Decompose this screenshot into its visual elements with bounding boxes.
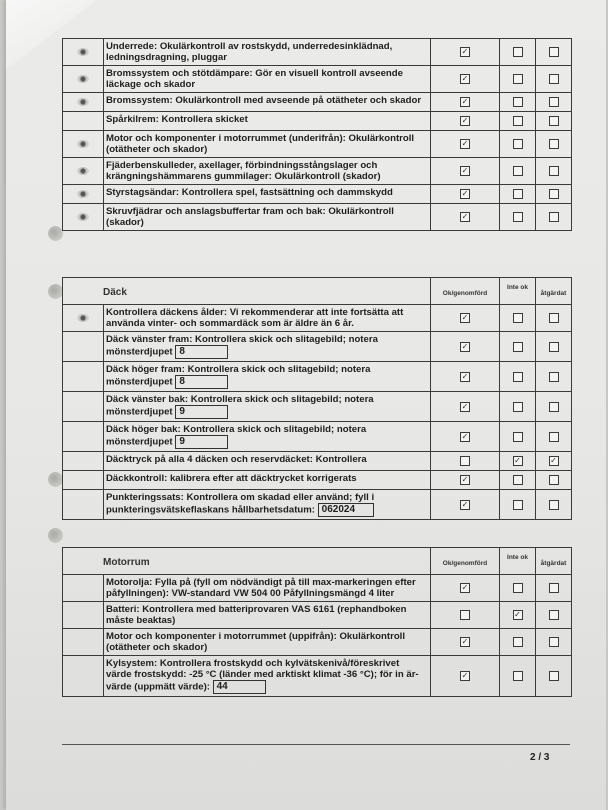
value-field[interactable]: 9 [175,435,228,449]
checkbox-inte-ok[interactable] [513,74,523,84]
table-row [63,656,571,696]
checkbox-inte-ok[interactable] [513,212,523,222]
check-cell [499,422,535,451]
eye-icon [77,98,89,106]
checkbox-ok[interactable] [460,116,470,126]
check-cell [499,490,535,519]
checkbox-ok[interactable] [460,97,470,107]
row-gutter [63,452,104,470]
row-text: Skruvfjädrar och anslagsbuffertar fram och bak: Okulärkontroll (skador) [106,206,394,228]
section-underrede [62,38,572,231]
table-row [63,452,571,471]
section-motorrum [62,547,572,697]
check-cell [499,305,535,331]
row-text: Bromssystem och stötdämpare: Gör en visuell kontroll avseende läckage och skador [106,68,403,90]
row-label [104,204,430,230]
checkbox-atgardat[interactable] [549,189,559,199]
checkbox-ok[interactable] [460,500,470,510]
check-cell [430,332,499,361]
checkbox-ok[interactable] [460,671,470,681]
check-cell [499,158,535,184]
check-icon: ✓ [461,139,469,148]
check-cell [535,629,571,655]
check-icon: ✓ [461,97,469,106]
row-gutter [63,629,104,655]
checkbox-inte-ok[interactable] [513,313,523,323]
check-icon: ✓ [461,499,469,509]
row-label [104,602,430,628]
check-cell [430,185,499,203]
row-gutter [63,112,104,130]
checkbox-ok[interactable] [460,610,470,620]
section-header [63,548,571,575]
check-cell [499,66,535,92]
table-row [63,332,571,362]
checkbox-ok[interactable] [460,189,470,199]
table-row [63,575,571,602]
checkbox-ok[interactable] [460,372,470,382]
row-text: Motor och komponenter i motorrummet (uppifrån): Okulärkontroll (otätheter och skador) [106,631,406,653]
checkbox-ok[interactable] [460,74,470,84]
check-cell [499,93,535,111]
table-row [63,422,571,452]
eye-icon [77,140,89,148]
row-label [104,66,430,92]
check-cell [430,112,499,130]
eye-icon [77,213,89,221]
check-icon: ✓ [461,475,469,484]
checkbox-ok[interactable] [460,342,470,352]
row-text: Däcktryck på alla 4 däcken och reservdäcket: Kontrollera [106,454,367,465]
table-row [63,602,571,629]
checkbox-ok[interactable] [460,212,470,222]
check-cell [499,39,535,65]
check-cell [430,93,499,111]
check-cell [499,602,535,628]
table-row [63,158,571,185]
checkbox-inte-ok[interactable] [513,500,523,510]
check-icon: ✓ [461,212,469,221]
checkbox-ok[interactable] [460,166,470,176]
checkbox-atgardat[interactable] [549,139,559,149]
checkbox-inte-ok[interactable] [513,583,523,593]
checkbox-inte-ok[interactable] [513,637,523,647]
checkbox-ok[interactable] [460,432,470,442]
row-gutter [63,204,104,230]
check-cell [535,93,571,111]
row-label [104,93,430,111]
check-cell [535,204,571,230]
check-cell [535,305,571,331]
row-label [104,158,430,184]
checkbox-atgardat[interactable] [549,583,559,593]
check-cell [430,602,499,628]
value-field[interactable]: 8 [175,345,228,359]
row-label [104,131,430,157]
row-label [104,490,430,519]
check-cell [430,656,499,696]
checkbox-inte-ok[interactable] [513,372,523,382]
check-cell [499,656,535,696]
table-row [63,305,571,332]
section-dack [62,277,572,520]
section-title: Motorrum [103,557,150,568]
checkbox-atgardat[interactable] [549,116,559,126]
check-cell [535,332,571,361]
table-row [63,392,571,422]
row-gutter [63,332,104,361]
row-gutter [63,656,104,696]
section-header [63,278,571,305]
checkbox-inte-ok[interactable] [513,47,523,57]
check-icon: ✓ [461,583,469,592]
checkbox-atgardat[interactable] [549,97,559,107]
check-cell [499,575,535,601]
row-text: Styrstagsändar: Kontrollera spel, fastsättning och dammskydd [106,187,393,198]
eye-icon [77,48,89,56]
check-cell [535,112,571,130]
punch-hole [48,226,63,241]
row-text: Däck vänster fram: Kontrollera skick och slitagebild; notera mönsterdjupet [106,334,378,358]
checkbox-atgardat[interactable] [549,432,559,442]
check-cell [430,392,499,421]
check-cell [535,471,571,489]
col-atgardat-header: åtgärdat [535,548,571,574]
check-cell [499,332,535,361]
checkbox-inte-ok[interactable] [513,166,523,176]
check-cell [535,602,571,628]
check-cell [535,185,571,203]
row-gutter [63,471,104,489]
check-cell [535,656,571,696]
checkbox-inte-ok[interactable] [513,116,523,126]
row-gutter [63,66,104,92]
row-label [104,332,430,361]
row-gutter [63,362,104,391]
check-icon: ✓ [461,166,469,175]
checkbox-inte-ok[interactable] [513,189,523,199]
checkbox-ok[interactable] [460,475,470,485]
row-text: Kontrollera däckens ålder: Vi rekommenderar att inte fortsätta att använda vinter- och sommardäck som är äldre än 6 år. [106,307,404,329]
check-cell [430,422,499,451]
checkbox-atgardat[interactable] [549,372,559,382]
row-label [104,39,430,65]
row-gutter [63,392,104,421]
checkbox-inte-ok[interactable] [513,475,523,485]
checkbox-ok[interactable] [460,47,470,57]
checkbox-atgardat[interactable] [549,313,559,323]
col-inte-header: Inte ok [499,548,535,574]
check-icon: ✓ [461,189,469,198]
row-label [104,629,430,655]
footer-line [62,744,570,745]
col-inte-header: Inte ok [499,278,535,304]
check-cell [535,158,571,184]
row-label [104,575,430,601]
row-text: Motor och komponenter i motorrummet (underifrån): Okulärkontroll (otätheter och skador) [106,133,415,155]
checkbox-inte-ok[interactable] [513,610,523,620]
row-label [104,362,430,391]
row-text: Punkteringssats: Kontrollera om skadad eller använd; fyll i punkteringsvätskeflaskans hållbarhetsdatum: [106,492,375,516]
table-row [63,362,571,392]
check-cell [430,362,499,391]
checkbox-ok[interactable] [460,583,470,593]
check-cell [535,392,571,421]
checkbox-atgardat[interactable] [549,610,559,620]
row-gutter [63,158,104,184]
col-ok-header: Ok/genomförd [430,548,499,574]
check-cell [430,39,499,65]
punch-hole [48,284,63,299]
row-gutter [63,93,104,111]
punch-hole [48,528,63,543]
check-icon: ✓ [461,371,469,381]
checkbox-atgardat[interactable] [549,166,559,176]
check-cell [535,422,571,451]
checkbox-atgardat[interactable] [549,342,559,352]
check-icon: ✓ [461,116,469,125]
section-title: Däck [103,287,127,298]
row-text: Däck höger fram: Kontrollera skick och slitagebild; notera mönsterdjupet [106,364,371,388]
checkbox-inte-ok[interactable] [513,139,523,149]
row-gutter [63,490,104,519]
check-icon: ✓ [550,456,557,465]
row-label [104,452,430,470]
checkbox-ok[interactable] [460,139,470,149]
check-cell [499,362,535,391]
row-gutter [63,422,104,451]
col-ok-header: Ok/genomförd [430,278,499,304]
punch-hole [48,472,63,487]
check-cell [535,490,571,519]
row-text: Batteri: Kontrollera med batteriprovaren VAS 6161 (rephandboken måste beaktas) [106,604,407,626]
checkbox-ok[interactable] [460,456,470,466]
table-row [63,39,571,66]
checkbox-inte-ok[interactable] [513,671,523,681]
row-text: Underrede: Okulärkontroll av rostskydd, underredesinklädnad, ledningsdragning, pluggar [106,41,393,63]
checkbox-atgardat[interactable] [549,47,559,57]
eye-icon [77,314,89,322]
row-label [104,305,430,331]
checkbox-inte-ok[interactable] [513,97,523,107]
check-cell [499,131,535,157]
row-label [104,422,430,451]
eye-icon [77,190,89,198]
check-cell [535,131,571,157]
row-text: Kylsystem: Kontrollera frostskydd och kylvätskenivå/föreskrivet värde frostskydd: -25 °C (länder med arktiskt klimat -36 °C); för in är-värde (uppmätt värde): [106,658,419,693]
row-gutter [63,575,104,601]
row-gutter [63,185,104,203]
check-icon: ✓ [461,74,469,83]
checkbox-atgardat[interactable] [549,402,559,412]
check-cell [499,471,535,489]
row-text: Däck vänster bak: Kontrollera skick och slitagebild; notera mönsterdjupet [106,394,374,418]
check-cell [430,575,499,601]
row-gutter [63,602,104,628]
table-row [63,112,571,131]
check-cell [499,629,535,655]
table-row [63,471,571,490]
check-icon: ✓ [461,341,469,351]
checkbox-ok[interactable] [460,637,470,647]
check-cell [535,362,571,391]
checkbox-ok[interactable] [460,313,470,323]
row-gutter [63,131,104,157]
check-icon: ✓ [514,610,521,619]
check-cell [430,204,499,230]
checkbox-atgardat[interactable] [549,74,559,84]
checkbox-ok[interactable] [460,402,470,412]
table-row [63,204,571,230]
row-text: Fjäderbenskulleder, axellager, förbindningsstångslager och krängningshämmarens gummilager: Okulärkontroll (skador) [106,160,381,182]
row-text: Bromssystem: Okulärkontroll med avseende på otätheter och skador [106,95,422,106]
checkbox-atgardat[interactable] [549,500,559,510]
row-label [104,656,430,696]
check-cell [499,452,535,470]
check-icon: ✓ [461,431,469,441]
table-row [63,185,571,204]
checkbox-atgardat[interactable] [549,637,559,647]
check-cell [430,305,499,331]
table-row [63,629,571,656]
value-field[interactable]: 44 [213,680,266,694]
table-row [63,66,571,93]
check-cell [535,575,571,601]
row-label [104,112,430,130]
row-text: Spårkilrem: Kontrollera skicket [106,114,248,125]
value-field[interactable]: 8 [175,375,228,389]
check-icon: ✓ [461,401,469,411]
col-atgardat-header: åtgärdat [535,278,571,304]
eye-icon [77,167,89,175]
check-cell [499,392,535,421]
table-row [63,490,571,519]
value-field[interactable]: 9 [175,405,228,419]
check-icon: ✓ [461,313,469,322]
check-icon: ✓ [461,671,469,680]
checkbox-inte-ok[interactable] [513,342,523,352]
row-text: Däck höger bak: Kontrollera skick och slitagebild; notera mönsterdjupet [106,424,367,448]
check-cell [430,158,499,184]
row-text: Motorolja: Fylla på (fyll om nödvändigt på till max-markeringen efter påfyllningen): VW-standard VW 504 00 Påfyllningsmängd 4 liter [106,577,416,599]
row-label [104,471,430,489]
value-field[interactable]: 062024 [318,503,374,517]
check-cell [430,452,499,470]
check-icon: ✓ [514,456,521,465]
check-cell [430,66,499,92]
check-cell [430,471,499,489]
checkbox-atgardat[interactable] [549,212,559,222]
check-icon: ✓ [461,637,469,646]
check-cell [430,629,499,655]
check-cell [430,131,499,157]
row-label [104,185,430,203]
row-text: Däckkontroll: kalibrera efter att däcktrycket korrigerats [106,473,357,484]
eye-icon [77,75,89,83]
check-cell [430,490,499,519]
checkbox-inte-ok[interactable] [513,456,523,466]
check-cell [535,39,571,65]
page-number: 2 / 3 [530,752,550,763]
check-cell [499,185,535,203]
checkbox-atgardat[interactable] [549,671,559,681]
row-label [104,392,430,421]
check-cell [499,204,535,230]
checkbox-inte-ok[interactable] [513,402,523,412]
checkbox-atgardat[interactable] [549,456,559,466]
check-cell [535,66,571,92]
table-row [63,93,571,112]
check-cell [499,112,535,130]
check-icon: ✓ [461,47,469,56]
row-gutter [63,39,104,65]
checkbox-atgardat[interactable] [549,475,559,485]
check-cell [535,452,571,470]
checkbox-inte-ok[interactable] [513,432,523,442]
table-row [63,131,571,158]
row-gutter [63,305,104,331]
